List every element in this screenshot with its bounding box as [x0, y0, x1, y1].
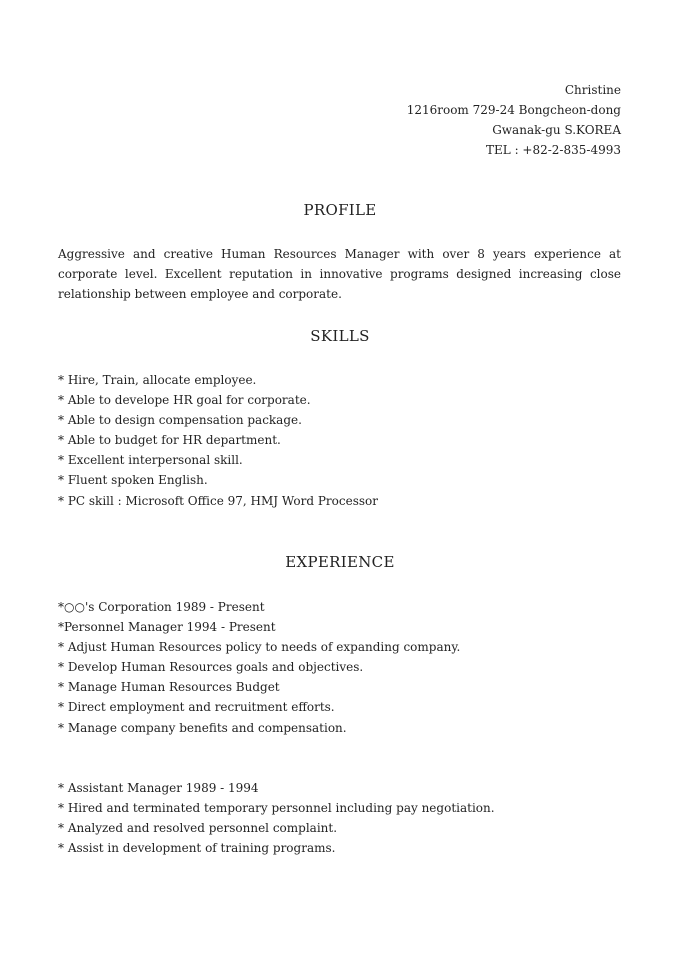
- list-item: * Able to design compensation package.: [58, 413, 302, 428]
- list-item: * Manage Human Resources Budget: [58, 680, 280, 695]
- skills-list: [58, 370, 378, 511]
- list-item: * Fluent spoken English.: [58, 473, 208, 488]
- skills-heading: SKILLS: [310, 327, 370, 345]
- experience-heading: EXPERIENCE: [285, 553, 395, 571]
- list-item: *○○'s Corporation 1989 - Present: [58, 600, 265, 614]
- list-item: * Excellent interpersonal skill.: [58, 453, 243, 468]
- list-item: * Hired and terminated temporary personnel including pay negotiation.: [58, 801, 495, 816]
- list-item: * Direct employment and recruitment efforts.: [58, 700, 335, 715]
- list-item: * Manage company benefits and compensation.: [58, 720, 347, 735]
- list-item: * Analyzed and resolved personnel complaint.: [58, 821, 338, 836]
- profile-text: Aggressive and creative Human Resources Manager with over 8 years experience at corporate level. Excellent reputation in innovative programs designed increasing close relationship between employee and corporate.: [58, 247, 621, 301]
- contact-phone: TEL : +82-2-835-4993: [486, 143, 621, 157]
- experience-job2-list: [58, 778, 495, 858]
- list-item: * Able to budget for HR department.: [58, 433, 281, 448]
- contact-address-line2: Gwanak-gu S.KOREA: [492, 123, 621, 137]
- experience-job1-list: [58, 597, 460, 738]
- profile-heading: PROFILE: [303, 201, 377, 219]
- list-item: * Assist in development of training programs.: [58, 841, 336, 856]
- list-item: *Personnel Manager 1994 - Present: [58, 620, 276, 635]
- list-item: * Hire, Train, allocate employee.: [58, 373, 257, 387]
- list-item: * Able to develope HR goal for corporate.: [58, 393, 311, 408]
- list-item: * Develop Human Resources goals and objectives.: [58, 660, 364, 675]
- contact-name: Christine: [564, 83, 621, 97]
- list-item: * Adjust Human Resources policy to needs of expanding company.: [58, 640, 461, 655]
- contact-address-line1: 1216room 729-24 Bongcheon-dong: [406, 103, 621, 117]
- list-item: * Assistant Manager 1989 - 1994: [58, 781, 259, 795]
- contact-block: [407, 80, 621, 160]
- list-item: * PC skill : Microsoft Office 97, HMJ Word Processor: [58, 493, 378, 508]
